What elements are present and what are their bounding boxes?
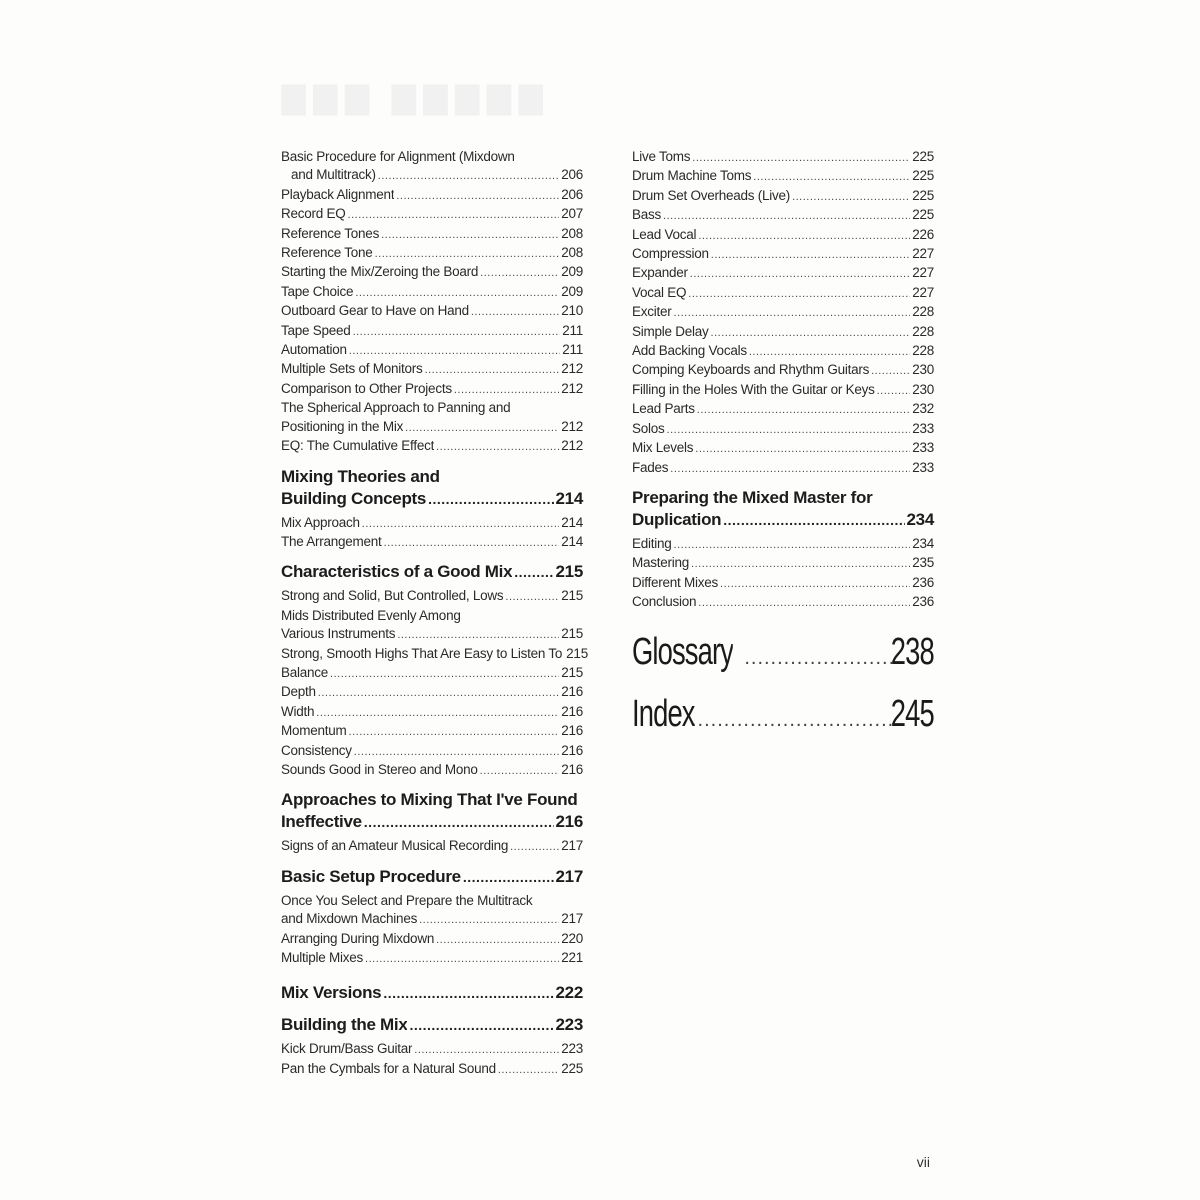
- toc-entry: [281, 607, 583, 645]
- leader-dots: [383, 982, 553, 1004]
- toc-entry: [281, 225, 583, 244]
- toc-entry-title: Live Toms: [632, 149, 691, 164]
- leader-dots: [428, 488, 553, 510]
- leader-dots: [480, 264, 559, 282]
- section-heading-title-cont: Duplication: [632, 509, 722, 529]
- toc-page-number: 225: [561, 1060, 583, 1076]
- leader-dots: [723, 509, 904, 531]
- leader-dots: [375, 245, 560, 263]
- toc-entry: [281, 683, 583, 702]
- leader-dots: [381, 226, 559, 244]
- section-page-number: 234: [906, 509, 934, 529]
- toc-entry: [281, 302, 583, 321]
- leader-dots: [711, 324, 911, 342]
- leader-dots: [510, 838, 559, 856]
- leader-dots: [692, 149, 910, 167]
- toc-page-number: 215: [561, 664, 583, 680]
- toc-entry-title: Vocal EQ: [632, 284, 687, 300]
- leader-dots: [480, 762, 560, 780]
- toc-entry-title: Strong, Smooth Highs That Are Easy to Listen To: [281, 645, 563, 661]
- leader-dots: [397, 626, 559, 644]
- toc-page-number: 215: [561, 626, 583, 642]
- section-heading: [632, 487, 934, 531]
- leader-dots: [348, 206, 560, 224]
- section-heading: [281, 1014, 583, 1036]
- toc-entry: [632, 167, 934, 186]
- leader-dots: [436, 438, 559, 456]
- leader-dots: [505, 588, 559, 606]
- leader-dots: [691, 697, 892, 743]
- section-heading-title: Building the Mix: [281, 1015, 408, 1035]
- toc-entry: [281, 892, 583, 930]
- leader-dots: [365, 950, 559, 968]
- toc-entry-title: Expander: [632, 265, 688, 281]
- toc-page-number: 209: [561, 283, 583, 299]
- toc-entry: [281, 1060, 583, 1079]
- leader-dots: [471, 303, 559, 321]
- toc-page-number: 221: [561, 950, 583, 965]
- section-page-number: 214: [555, 488, 583, 508]
- toc-entry: [281, 263, 583, 282]
- section-heading: [281, 982, 583, 1004]
- toc-entry-title: Consistency: [281, 742, 352, 758]
- toc-entry-title: Lead Parts: [632, 401, 695, 417]
- toc-entry: [632, 439, 934, 458]
- toc-page-number: 212: [561, 418, 583, 434]
- toc-entry-title: The Spherical Approach to Panning and: [281, 400, 511, 416]
- leader-dots: [354, 743, 559, 761]
- toc-entry-title: Comparison to Other Projects: [281, 380, 452, 396]
- toc-entry-title: Exciter: [632, 304, 672, 320]
- leader-dots: [409, 1014, 553, 1036]
- toc-entry-title: Conclusion: [632, 594, 697, 610]
- toc-entry: [632, 361, 934, 380]
- leader-dots: [670, 460, 910, 478]
- toc-entry: [281, 380, 583, 399]
- section-heading: [281, 466, 583, 510]
- toc-entry-title: Multiple Mixes: [281, 950, 364, 965]
- toc-entry-title: Kick Drum/Bass Guitar: [281, 1041, 413, 1057]
- toc-page-number: 225: [912, 149, 934, 164]
- section-heading-title: Preparing the Mixed Master for: [632, 487, 873, 507]
- toc-page-number: 209: [561, 264, 583, 280]
- glossary-title: Glossary: [632, 630, 734, 673]
- toc-entry-title: Basic Procedure for Alignment (Mixdown: [281, 149, 515, 164]
- toc-entry-title: Reference Tones: [281, 225, 380, 241]
- toc-entry-title: Mix Levels: [632, 440, 694, 456]
- toc-entry: [281, 148, 583, 186]
- leader-dots: [871, 362, 910, 380]
- toc-entry-title: Tape Choice: [281, 283, 354, 299]
- leader-dots: [318, 684, 559, 702]
- toc-entry: [281, 283, 583, 302]
- toc-page-number: 236: [912, 594, 934, 610]
- toc-entry: [632, 342, 934, 361]
- section-page-number: 217: [555, 866, 583, 886]
- toc-entry-title: Tape Speed: [281, 322, 351, 338]
- toc-right-column: [632, 148, 934, 743]
- toc-page-number: 230: [912, 381, 934, 397]
- toc-entry-title-cont: and Multitrack): [291, 167, 376, 183]
- toc-entry: [281, 587, 583, 606]
- toc-page-number: 211: [562, 322, 583, 338]
- toc-entry: [281, 322, 583, 341]
- leader-dots: [667, 421, 911, 439]
- toc-entry: [632, 593, 934, 612]
- toc-page-number: 215: [561, 588, 583, 604]
- toc-entry-title: Comping Keyboards and Rhythm Guitars: [632, 362, 870, 378]
- leader-dots: [695, 440, 910, 458]
- leader-dots: [744, 635, 892, 681]
- leader-dots: [498, 1061, 559, 1079]
- section-heading: [281, 789, 583, 833]
- leader-dots: [362, 515, 559, 533]
- glossary-page-number: 238: [890, 630, 934, 673]
- section-page-number: 223: [555, 1015, 583, 1035]
- toc-entry: [281, 399, 583, 437]
- leader-dots: [378, 167, 559, 185]
- toc-page-number: 233: [912, 459, 934, 475]
- toc-entry-title: Balance: [281, 664, 329, 680]
- toc-entry-title: Mids Distributed Evenly Among: [281, 607, 461, 623]
- leader-dots: [674, 304, 911, 322]
- toc-entry: [632, 574, 934, 593]
- toc-entry-title: Record EQ: [281, 206, 346, 222]
- toc-page-number: 216: [561, 761, 583, 777]
- toc-page-number: 235: [912, 555, 934, 571]
- toc-page-number: 228: [912, 304, 934, 320]
- toc-entry: [281, 533, 583, 552]
- toc-page-number: 207: [561, 206, 583, 222]
- toc-entry: [632, 303, 934, 322]
- toc-page-number: 228: [912, 343, 934, 359]
- toc-page-number: 216: [561, 723, 583, 739]
- bleed-through-text: ■■■ ■■■■■: [278, 61, 547, 133]
- toc-entry: [632, 245, 934, 264]
- toc-entry: [281, 437, 583, 456]
- toc-page-number: 215: [566, 645, 588, 661]
- toc-entry-title: Starting the Mix/Zeroing the Board: [281, 264, 479, 280]
- section-heading-title-cont: Building Concepts: [281, 488, 427, 508]
- toc-entry: [632, 226, 934, 245]
- toc-page-number: 217: [561, 838, 583, 854]
- toc-entry-title: Add Backing Vocals: [632, 343, 747, 359]
- toc-entry: [632, 148, 934, 167]
- toc-entry-title: Signs of an Amateur Musical Recording: [281, 838, 509, 854]
- toc-entry-title: Editing: [632, 535, 672, 551]
- leader-dots: [697, 401, 910, 419]
- section-heading-title: Approaches to Mixing That I've Found: [281, 790, 578, 810]
- toc-entry: [632, 206, 934, 225]
- toc-entry-title: Bass: [632, 207, 662, 223]
- major-section-heading: [632, 691, 934, 743]
- toc-entry-title: Different Mixes: [632, 574, 719, 590]
- leader-dots: [330, 665, 559, 683]
- toc-page-number: 214: [561, 514, 583, 530]
- toc-entry-title: Fades: [632, 459, 669, 475]
- toc-entry: [281, 722, 583, 741]
- section-heading-title-cont: Ineffective: [281, 812, 362, 832]
- toc-entry: [632, 459, 934, 478]
- toc-page-number: 210: [561, 303, 583, 319]
- toc-entry: [281, 205, 583, 224]
- index-title: Index: [632, 692, 695, 735]
- toc-entry: [632, 554, 934, 573]
- toc-entry-title: Mastering: [632, 555, 690, 571]
- toc-entry-title-cont: Positioning in the Mix: [281, 418, 404, 434]
- leader-dots: [463, 866, 554, 888]
- toc-entry-title: Solos: [632, 420, 665, 436]
- toc-entry: [281, 837, 583, 856]
- toc-entry-title: Reference Tone: [281, 245, 373, 261]
- toc-entry: [281, 949, 583, 968]
- toc-entry-title: The Arrangement: [281, 533, 382, 549]
- toc-entry: [281, 1040, 583, 1059]
- leader-dots: [384, 534, 560, 552]
- section-heading-title: Mixing Theories and: [281, 466, 440, 486]
- toc-entry: [632, 264, 934, 283]
- toc-page-number: 216: [561, 684, 583, 700]
- leader-dots: [877, 382, 911, 400]
- toc-page-number: 227: [912, 284, 934, 300]
- toc-page-number: 216: [561, 703, 583, 719]
- section-heading-title: Mix Versions: [281, 983, 382, 1003]
- toc-page-number: 212: [561, 380, 583, 396]
- toc-page-number: 220: [561, 930, 583, 946]
- section-page-number: 216: [555, 812, 583, 832]
- toc-entry-title: Multiple Sets of Monitors: [281, 361, 423, 377]
- toc-page-number: 236: [912, 574, 934, 590]
- toc-page-number: 227: [912, 246, 934, 262]
- toc-page-number: 206: [561, 167, 583, 183]
- toc-page-number: 216: [561, 742, 583, 758]
- toc-entry-title: Sounds Good in Stereo and Mono: [281, 761, 478, 777]
- major-section-heading: [632, 629, 934, 681]
- leader-dots: [698, 594, 910, 612]
- leader-dots: [688, 285, 910, 303]
- toc-page-number: 211: [562, 342, 583, 358]
- toc-entry-title: EQ: The Cumulative Effect: [281, 438, 435, 454]
- toc-entry: [632, 323, 934, 342]
- leader-dots: [749, 343, 910, 361]
- toc-page-number: 208: [561, 225, 583, 241]
- toc-entry-title: Depth: [281, 684, 316, 700]
- toc-entry: [281, 664, 583, 683]
- leader-dots: [663, 207, 910, 225]
- toc-page-number: 226: [912, 226, 934, 242]
- toc-entry-title: Playback Alignment: [281, 186, 395, 202]
- toc-entry: [281, 186, 583, 205]
- leader-dots: [711, 246, 910, 264]
- toc-left-column: [281, 148, 588, 1079]
- leader-dots: [720, 575, 910, 593]
- leader-dots: [425, 361, 560, 379]
- toc-entry-title: Outboard Gear to Have on Hand: [281, 303, 469, 319]
- toc-page-number: 206: [561, 186, 583, 202]
- toc-page-number: 234: [912, 535, 934, 551]
- toc-entry-title: Width: [281, 703, 315, 719]
- leader-dots: [454, 381, 559, 399]
- section-heading-title: Characteristics of a Good Mix: [281, 562, 513, 582]
- toc-entry-title: Mix Approach: [281, 514, 360, 530]
- leader-dots: [396, 187, 559, 205]
- toc-entry-title: Arranging During Mixdown: [281, 930, 435, 946]
- toc-entry-title-cont: and Mixdown Machines: [281, 911, 418, 927]
- leader-dots: [753, 168, 910, 186]
- toc-entry: [281, 761, 583, 780]
- toc-entry-title: Compression: [632, 246, 709, 262]
- toc-entry-title-cont: Various Instruments: [281, 626, 396, 642]
- toc-entry: [632, 381, 934, 400]
- toc-entry-title: Drum Machine Toms: [632, 168, 752, 184]
- toc-page-number: 228: [912, 323, 934, 339]
- toc-entry-title: Simple Delay: [632, 323, 709, 339]
- toc-page-number: 208: [561, 245, 583, 261]
- toc-entry-title: Lead Vocal: [632, 226, 697, 242]
- leader-dots: [792, 188, 910, 206]
- section-page-number: 215: [555, 562, 583, 582]
- toc-entry-title: Drum Set Overheads (Live): [632, 187, 791, 203]
- toc-page-number: 230: [912, 362, 934, 378]
- toc-page-number: 232: [912, 401, 934, 417]
- index-page-number: 245: [890, 692, 934, 735]
- toc-page-number: 225: [912, 207, 934, 223]
- toc-entry: [632, 187, 934, 206]
- toc-page-number: 223: [561, 1041, 583, 1057]
- leader-dots: [436, 931, 559, 949]
- section-heading: [281, 561, 583, 583]
- toc-page-number: 227: [912, 265, 934, 281]
- toc-entry: [281, 341, 583, 360]
- toc-entry: [632, 420, 934, 439]
- toc-page-number: 212: [561, 361, 583, 377]
- toc-entry-title: Automation: [281, 342, 347, 358]
- leader-dots: [349, 342, 560, 360]
- leader-dots: [364, 811, 554, 833]
- leader-dots: [419, 911, 559, 929]
- toc-entry: [632, 284, 934, 303]
- leader-dots: [316, 704, 559, 722]
- toc-entry: [281, 645, 588, 664]
- toc-page-number: 233: [912, 420, 934, 436]
- toc-entry-title: Once You Select and Prepare the Multitrack: [281, 892, 533, 908]
- leader-dots: [691, 555, 910, 573]
- section-heading: [281, 866, 583, 888]
- toc-entry-title: Pan the Cymbals for a Natural Sound: [281, 1060, 496, 1076]
- toc-entry-title: Filling in the Holes With the Guitar or Keys: [632, 381, 875, 397]
- toc-entry: [281, 742, 583, 761]
- leader-dots: [355, 284, 559, 302]
- toc-entry: [281, 360, 583, 379]
- toc-page-number: 214: [561, 533, 583, 549]
- toc-page-number: 217: [561, 911, 583, 927]
- toc-entry: [632, 535, 934, 554]
- leader-dots: [674, 536, 911, 554]
- toc-entry: [281, 514, 583, 533]
- leader-dots: [514, 561, 553, 583]
- toc-entry: [632, 400, 934, 419]
- toc-page-number: 233: [912, 440, 934, 456]
- page-folio: vii: [916, 1154, 930, 1170]
- toc-entry-title: Momentum: [281, 723, 347, 739]
- toc-page-number: 225: [912, 168, 934, 184]
- toc-entry: [281, 930, 583, 949]
- leader-dots: [353, 323, 561, 341]
- section-page-number: 222: [555, 983, 583, 1003]
- leader-dots: [690, 265, 910, 283]
- toc-page-number: 212: [561, 438, 583, 454]
- toc-entry: [281, 244, 583, 263]
- leader-dots: [349, 723, 560, 741]
- toc-page-number: 225: [912, 187, 934, 203]
- toc-entry-title: Strong and Solid, But Controlled, Lows: [281, 588, 504, 604]
- section-heading-title: Basic Setup Procedure: [281, 866, 461, 886]
- leader-dots: [414, 1041, 559, 1059]
- toc-entry: [281, 703, 583, 722]
- leader-dots: [405, 419, 559, 437]
- leader-dots: [698, 227, 910, 245]
